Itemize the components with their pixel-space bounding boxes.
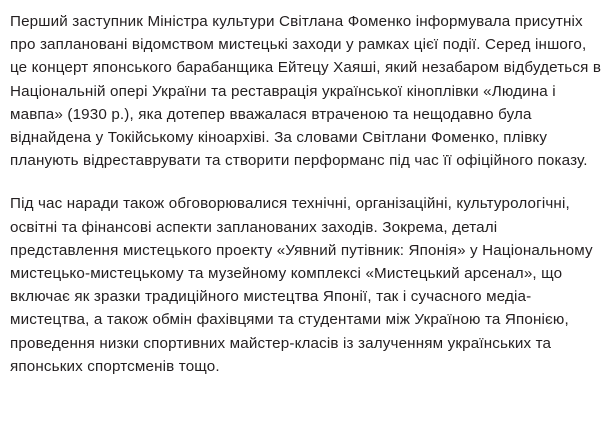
paragraph-2: Під час наради також обговорювалися технічні, організаційні, культурологічні, освітні та фінансові аспекти запланованих заходів. Зокрема, деталі представлення мистецького проекту «Уявний путівник: Японія» у Національному мистецько-мистецькому та музейному комплексі «Мистецький арсенал», що включає як зразки традиційного мистецтва Японії, так і сучасного медіа-мистецтва, а також обмін фахівцями та студентами між Україною та Японією, проведення низки спортивних майстер-класів із залученням українських та японських спортсменів тощо. bbox=[10, 195, 593, 375]
paragraph-1: Перший заступник Міністра культури Світлана Фоменко інформувала присутніх про заплановані відомством мистецькі заходи у рамках цієї події. Серед іншого, це концерт японського барабанщика Ейтецу Хаяші, який незабаром відбудеться в Національній опері України та реставрація української кіноплівки «Людина і мавпа» (1930 р.), яка дотепер вважалася втраченою та нещодавно була віднайдена у Токійському кіноархіві. За словами Світлани Фоменко, плівку планують відреставрувати та створити перформанс під час її офіційного показу. bbox=[10, 13, 602, 170]
